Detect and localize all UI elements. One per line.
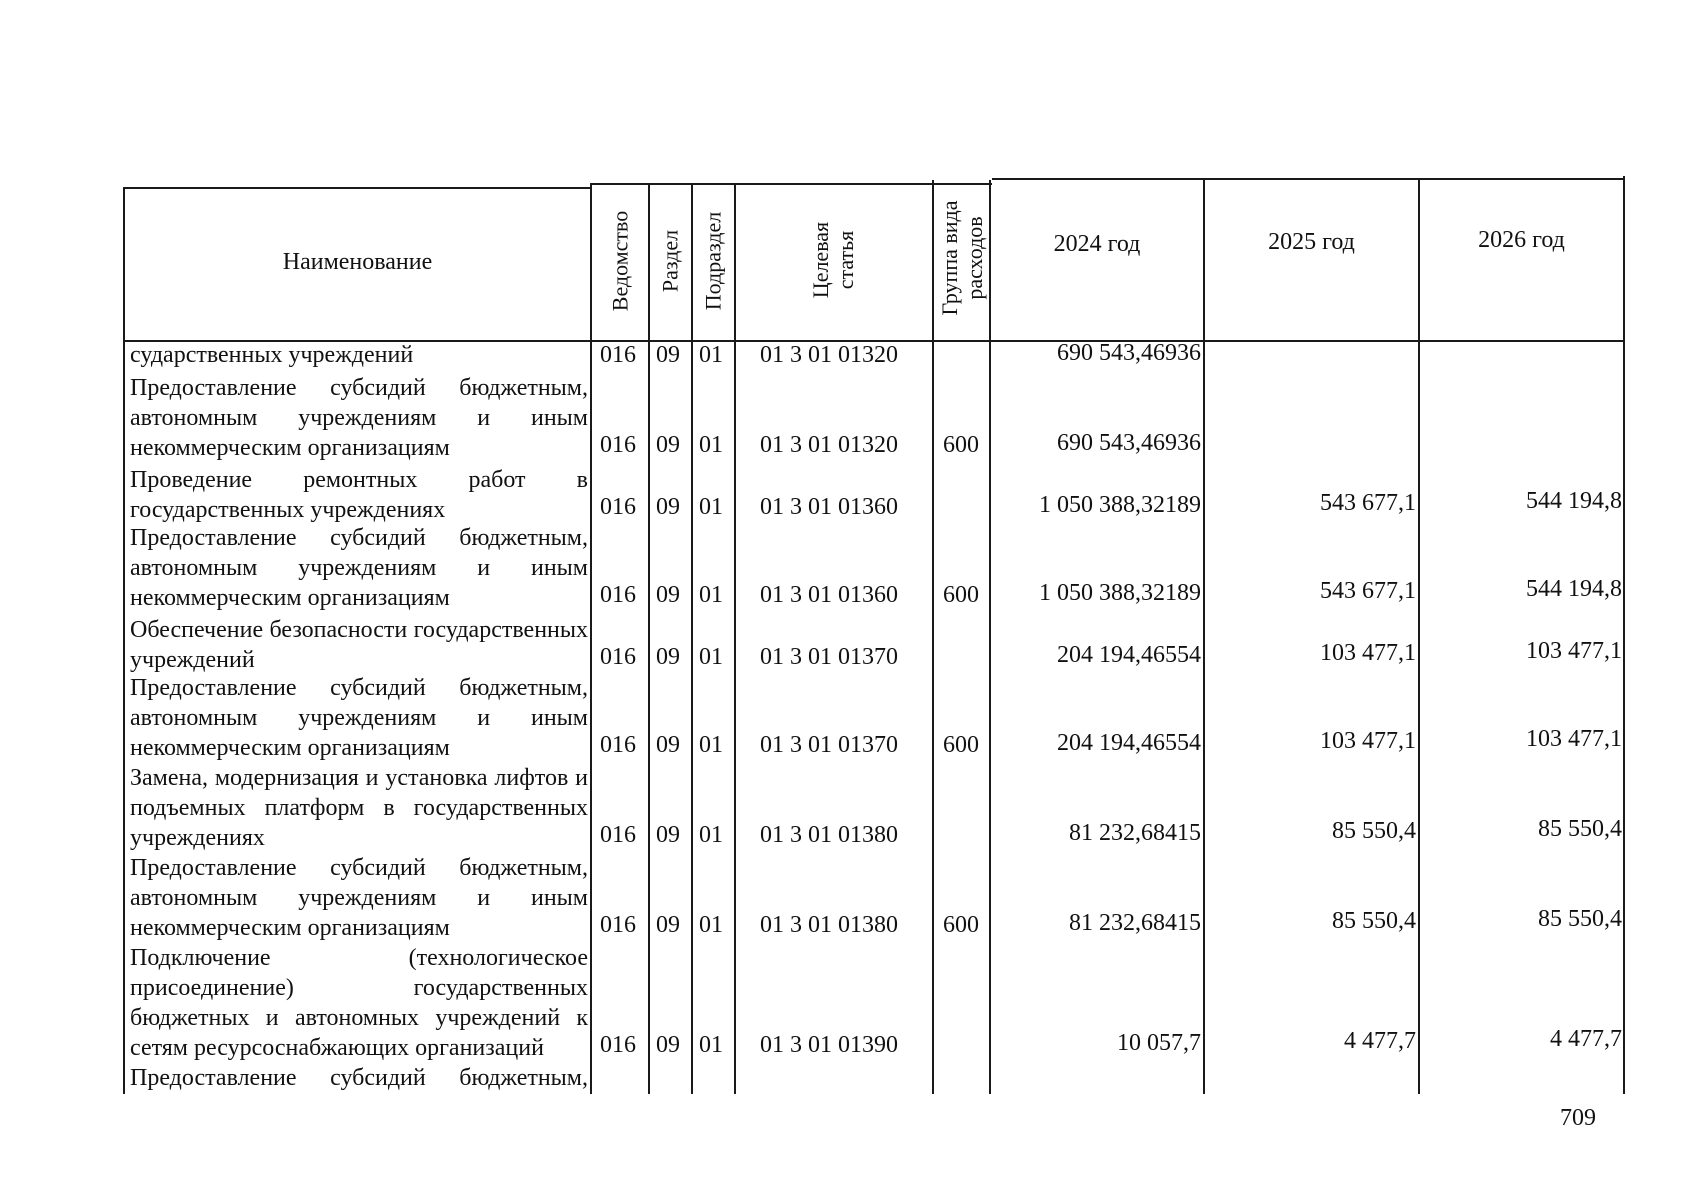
table-left-border <box>123 187 125 1094</box>
row-value-2026: 85 550,4 <box>1538 906 1622 932</box>
row-value-2024: 1 050 388,32189 <box>1039 580 1201 606</box>
row-department: 016 <box>600 432 636 458</box>
row-value-2025: 85 550,4 <box>1332 818 1416 844</box>
row-value-2026: 85 550,4 <box>1538 816 1622 842</box>
row-subsection: 01 <box>699 494 723 520</box>
header-group-line1: Группа вида <box>937 200 962 316</box>
column-divider <box>648 183 650 1094</box>
row-target-article: 01 3 01 01380 <box>760 912 898 938</box>
row-value-2024: 690 543,46936 <box>1057 340 1201 366</box>
row-target-article: 01 3 01 01390 <box>760 1032 898 1058</box>
row-expense-group: 600 <box>943 432 979 458</box>
row-value-2024: 204 194,46554 <box>1057 642 1201 668</box>
row-name: Подключение (технологическое присоединение) государственных бюджетных и автономных учреждений к сетям ресурсоснабжающих организаций <box>130 945 588 1061</box>
header-year-2024: 2024 год <box>1053 231 1141 257</box>
column-divider <box>590 183 592 1094</box>
row-value-2026: 4 477,7 <box>1550 1026 1622 1052</box>
row-value-2025: 543 677,1 <box>1320 578 1416 604</box>
column-divider <box>1203 178 1205 1094</box>
row-value-2025: 103 477,1 <box>1320 640 1416 666</box>
row-value-2026: 544 194,8 <box>1526 576 1622 602</box>
header-subsection: Подраздел <box>700 211 726 311</box>
row-department: 016 <box>600 732 636 758</box>
row-value-2024: 204 194,46554 <box>1057 730 1201 756</box>
row-section: 09 <box>656 494 680 520</box>
row-section: 09 <box>656 912 680 938</box>
header-year-2026: 2026 год <box>1478 227 1565 253</box>
row-name: Обеспечение безопасности государственных учреждений <box>130 617 588 673</box>
row-subsection: 01 <box>699 732 723 758</box>
row-department: 016 <box>600 494 636 520</box>
row-value-2025: 103 477,1 <box>1320 728 1416 754</box>
header-target-article <box>808 222 858 298</box>
row-section: 09 <box>656 644 680 670</box>
row-value-2025: 85 550,4 <box>1332 908 1416 934</box>
row-department: 016 <box>600 822 636 848</box>
row-target-article: 01 3 01 01360 <box>760 494 898 520</box>
row-section: 09 <box>656 1032 680 1058</box>
row-section: 09 <box>656 432 680 458</box>
header-department: Ведомство <box>607 210 633 312</box>
row-value-2025: 543 677,1 <box>1320 490 1416 516</box>
row-subsection: 01 <box>699 432 723 458</box>
header-section: Раздел <box>657 229 683 293</box>
table-right-border <box>1623 176 1625 1094</box>
row-section: 09 <box>656 582 680 608</box>
row-section: 09 <box>656 822 680 848</box>
row-target-article: 01 3 01 01320 <box>760 342 898 368</box>
header-name: Наименование <box>282 249 433 275</box>
row-target-article: 01 3 01 01370 <box>760 644 898 670</box>
row-value-2024: 1 050 388,32189 <box>1039 492 1201 518</box>
row-target-article: 01 3 01 01360 <box>760 582 898 608</box>
page-number: 709 <box>1560 1105 1596 1131</box>
row-subsection: 01 <box>699 582 723 608</box>
header-target-line1: Целевая <box>808 221 833 299</box>
row-value-2026: 103 477,1 <box>1526 726 1622 752</box>
header-target-line2: статья <box>833 230 858 290</box>
column-divider <box>932 180 934 1094</box>
row-name: Предоставление субсидий бюджетным, <box>130 1065 588 1091</box>
row-value-2024: 10 057,7 <box>1117 1030 1201 1056</box>
row-name: Предоставление субсидий бюджетным, автономным учреждениям и иным некоммерческим организациям <box>130 525 588 611</box>
column-divider <box>989 180 991 1094</box>
column-divider <box>691 183 693 1094</box>
row-target-article: 01 3 01 01370 <box>760 732 898 758</box>
row-department: 016 <box>600 912 636 938</box>
row-name: Предоставление субсидий бюджетным, автономным учреждениям и иным некоммерческим организациям <box>130 375 588 461</box>
row-subsection: 01 <box>699 912 723 938</box>
row-section: 09 <box>656 342 680 368</box>
row-value-2026: 544 194,8 <box>1526 488 1622 514</box>
row-expense-group: 600 <box>943 912 979 938</box>
row-subsection: 01 <box>699 342 723 368</box>
row-value-2024: 81 232,68415 <box>1069 910 1201 936</box>
header-expense-group <box>937 201 987 316</box>
row-expense-group: 600 <box>943 732 979 758</box>
row-name: сударственных учреждений <box>130 342 414 368</box>
row-subsection: 01 <box>699 644 723 670</box>
row-target-article: 01 3 01 01380 <box>760 822 898 848</box>
row-subsection: 01 <box>699 822 723 848</box>
table-top-border <box>992 178 1625 180</box>
table-top-border <box>123 187 590 189</box>
row-department: 016 <box>600 342 636 368</box>
row-name: Замена, модернизация и установка лифтов и подъемных платформ в государственных учреждениях <box>130 765 588 851</box>
row-target-article: 01 3 01 01320 <box>760 432 898 458</box>
row-name: Проведение ремонтных работ в государственных учреждениях <box>130 467 588 523</box>
header-year-2025: 2025 год <box>1268 229 1355 255</box>
row-name: Предоставление субсидий бюджетным, автономным учреждениям и иным некоммерческим организациям <box>130 675 588 761</box>
row-department: 016 <box>600 582 636 608</box>
row-department: 016 <box>600 1032 636 1058</box>
row-value-2026: 103 477,1 <box>1526 638 1622 664</box>
row-section: 09 <box>656 732 680 758</box>
row-department: 016 <box>600 644 636 670</box>
row-value-2025: 4 477,7 <box>1344 1028 1416 1054</box>
column-divider <box>734 183 736 1094</box>
header-group-line2: расходов <box>962 216 987 300</box>
row-expense-group: 600 <box>943 582 979 608</box>
row-value-2024: 690 543,46936 <box>1057 430 1201 456</box>
row-name: Предоставление субсидий бюджетным, автономным учреждениям и иным некоммерческим организациям <box>130 855 588 941</box>
row-subsection: 01 <box>699 1032 723 1058</box>
row-value-2024: 81 232,68415 <box>1069 820 1201 846</box>
